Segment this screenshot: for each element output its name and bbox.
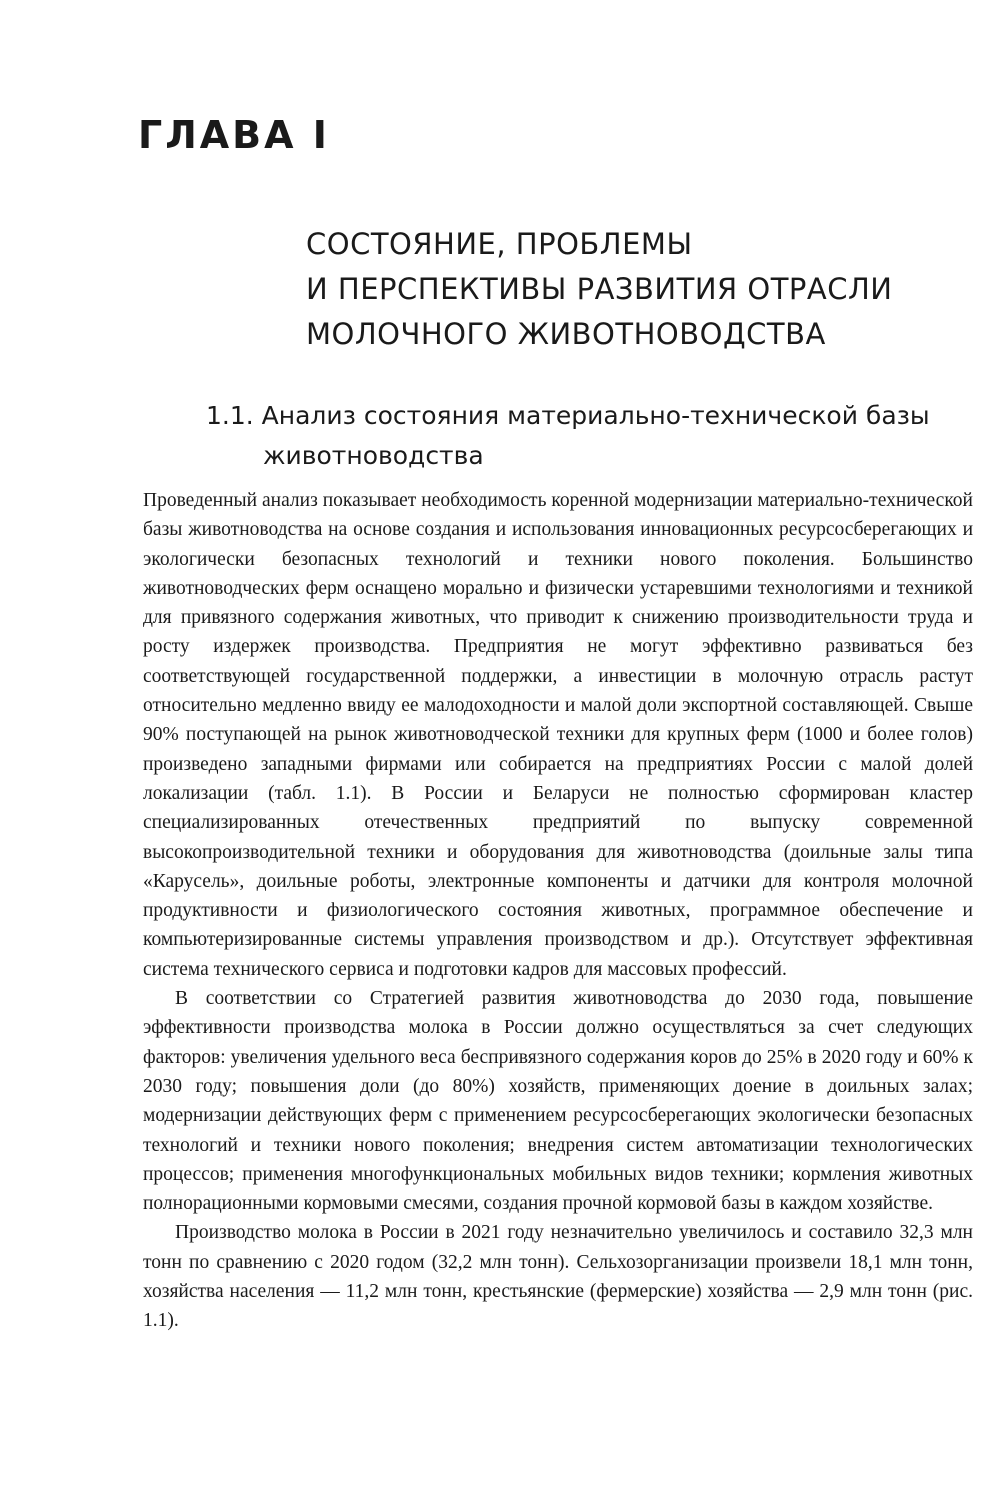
body-text (143, 486, 973, 1336)
section-title-line: Анализ состояния материально-технической базы (261, 401, 930, 430)
chapter-title (306, 222, 996, 357)
chapter-title-line: СОСТОЯНИЕ, ПРОБЛЕМЫ (306, 227, 693, 261)
paragraph: Производство молока в России в 2021 году незначительно увеличилось и составило 32,3 млн тонн по сравнению с 2020 годом (32,2 млн тонн). Сельхозорганизации произвели 18,1 млн тонн, хозяйства населения — 11,2 млн тонн, крестьянские (фермерские) хозяйства — 2,9 млн тонн (рис. 1.1). (143, 1222, 973, 1332)
chapter-title-line: МОЛОЧНОГО ЖИВОТНОВОДСТВА (306, 317, 826, 351)
paragraph: Проведенный анализ показывает необходимость коренной модернизации материально-технической базы животноводства на основе создания и использования инновационных ресурсосберегающих и экологически безопасных технологий и техники нового поколения. Большинство животноводческих ферм оснащено морально и физически устаревшими технологиями и техникой для привязного содержания животных, что приводит к снижению производительности труда и росту издержек производства. Предприятия не могут эффективно развиваться без соответствующей государственной поддержки, а инвестиции в молочную отрасль растут относительно медленно ввиду ее малодоходности и малой доли экспортной составляющей. Свыше 90% поступающей на рынок животноводческой техники для крупных ферм (1000 и более голов) произведено западными фирмами или собирается на предприятиях России с малой долей локализации (табл. 1.1). В России и Беларуси не полностью сформирован кластер специализированных отечественных предприятий по выпуску современной высокопроизводительной техники и оборудования для животноводства (доильные залы типа «Карусель», доильные роботы, электронные компоненты и датчики для контроля молочной продуктивности и физиологического состояния животных, программное обеспечение и компьютеризированные системы управления производством и др.). Отсутствует эффективная система технического сервиса и подготовки кадров для массовых профессий. (143, 490, 973, 980)
section-number: 1.1. (206, 401, 262, 430)
chapter-label: ГЛАВА I (138, 113, 330, 157)
section-title-line: животноводства (263, 441, 484, 470)
paragraph: В соответствии со Стратегией развития животноводства до 2030 года, повышение эффективности производства молока в России должно осуществляться за счет следующих факторов: увеличения удельного веса беспривязного содержания коров до 25% в 2020 году и 60% к 2030 году; повышения доли (до 80%) хозяйств, применяющих доение в доильных залах; модернизации действующих ферм с применением ресурсосберегающих экологически безопасных технологий и техники нового поколения; внедрения систем автоматизации технологических процессов; применения многофункциональных мобильных видов техники; кормления животных полнорационными кормовыми смесями, создания прочной кормовой базы в каждом хозяйстве. (143, 988, 973, 1215)
section-heading (206, 396, 986, 476)
chapter-title-line: И ПЕРСПЕКТИВЫ РАЗВИТИЯ ОТРАСЛИ (306, 272, 893, 306)
